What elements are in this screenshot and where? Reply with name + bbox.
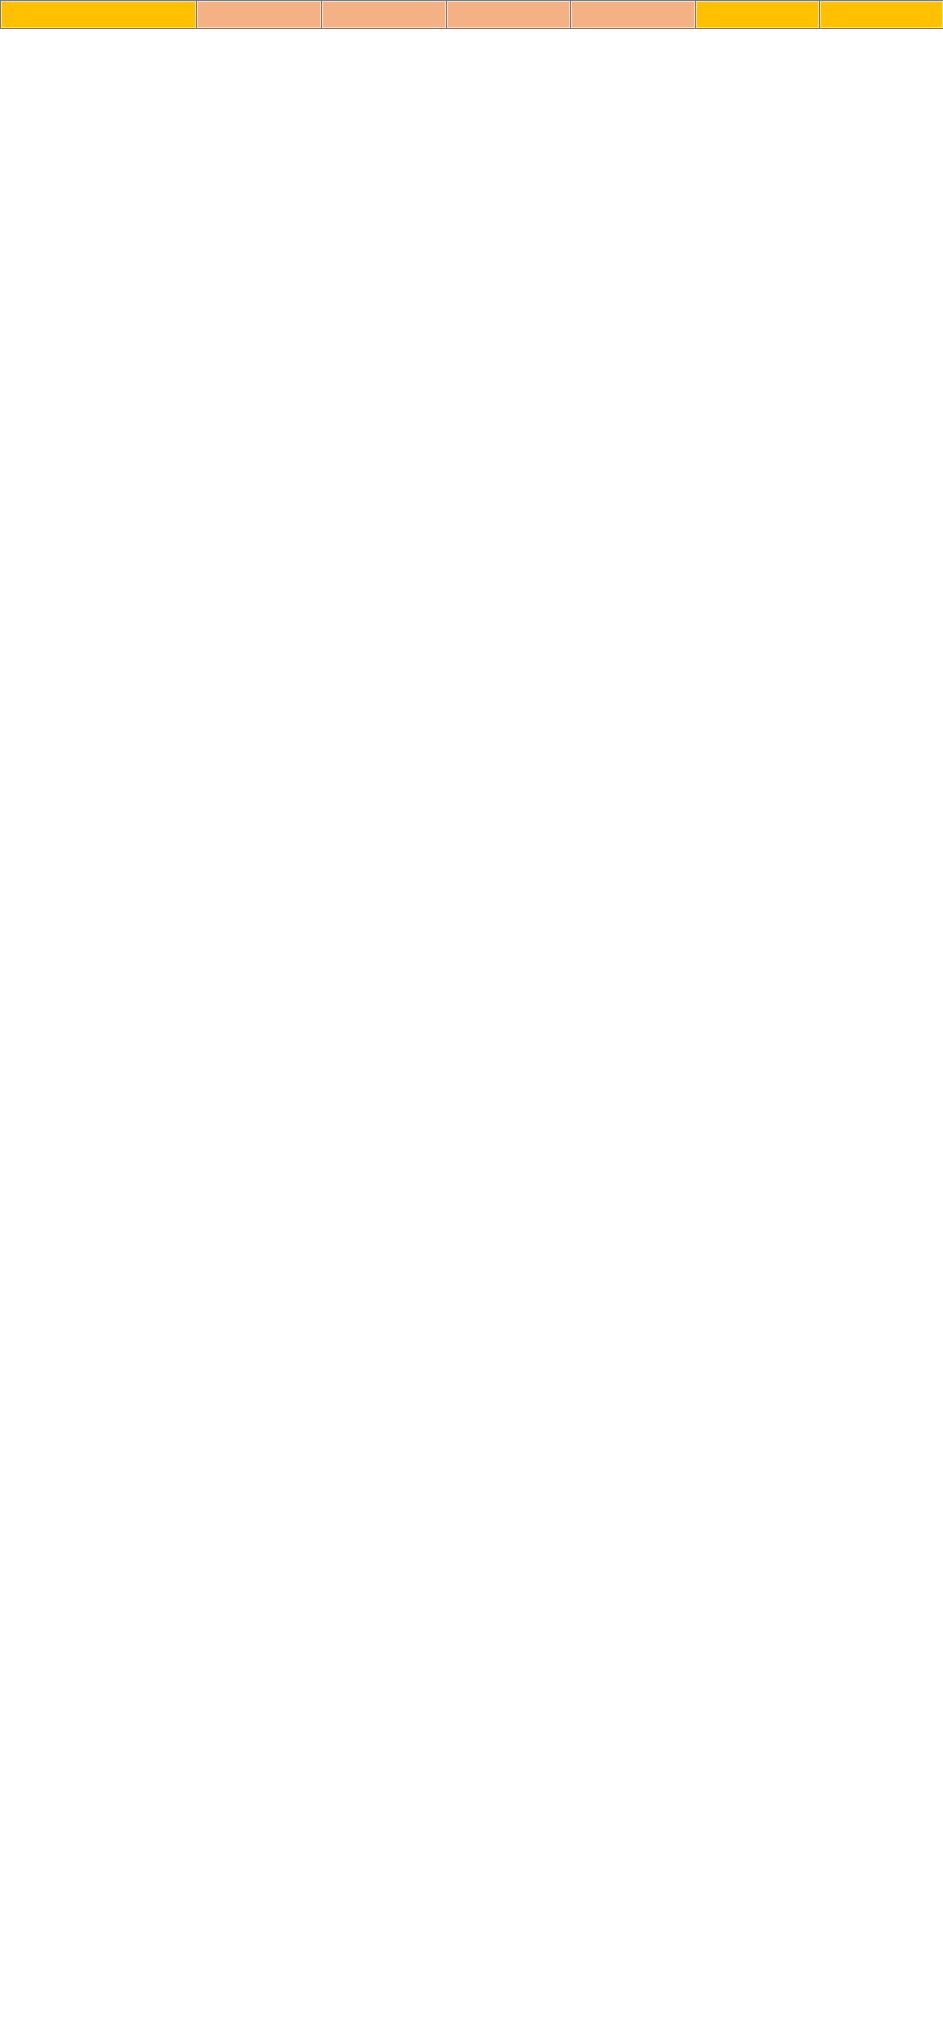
ban-list-table	[0, 0, 943, 29]
header-game-name-1[interactable]	[322, 1, 447, 29]
header-game-id-2[interactable]	[447, 1, 571, 29]
spreadsheet	[0, 0, 943, 29]
header-banned[interactable]	[696, 1, 820, 29]
header-leaderboard-cleared[interactable]	[820, 1, 943, 29]
header-process-time[interactable]	[1, 1, 197, 29]
header-row	[1, 1, 943, 29]
header-game-id-1[interactable]	[197, 1, 322, 29]
header-game-name-2[interactable]	[571, 1, 696, 29]
